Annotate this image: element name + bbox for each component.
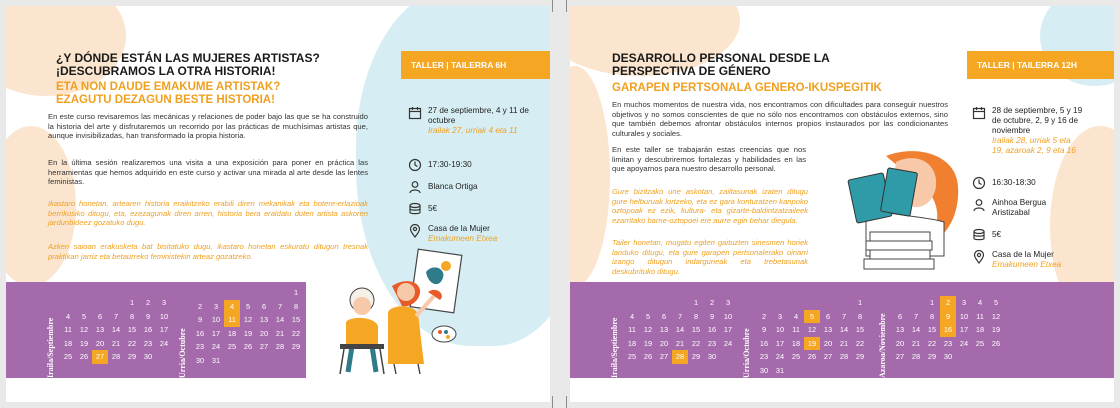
calendar-day: 27 bbox=[659, 352, 669, 361]
description-eu-1: Ikastaro honetan, artearen historia eraikitzeko erabili diren mekanikak eta botere-erlazioak berrikusiko ditugu, eta, ezezagunak diren arren, historia bera eraldatu duten artista askoren jardunbideez gozatuko dugu. bbox=[48, 199, 368, 228]
calendar-day: 26 bbox=[79, 352, 89, 361]
calendar-day: 10 bbox=[211, 315, 221, 324]
calendar-day: 4 bbox=[224, 300, 240, 314]
description-eu-2: Azken saioan erakusketa bat bisitatuko dugu, ikastaro honetan eskuratu ditugun tresnak praktikan jarriz eta betaurreko feministekin arteaz gozatzeko. bbox=[48, 242, 368, 261]
calendar-day: 2 bbox=[197, 301, 203, 311]
flyer-page-right bbox=[570, 6, 1114, 402]
calendar-day: 4 bbox=[65, 311, 71, 321]
calendar-day: 19 bbox=[79, 338, 89, 348]
calendar-day: 13 bbox=[259, 315, 269, 324]
calendar-empty-cell bbox=[720, 350, 736, 364]
description-eu-1: Gure bizitzako une askotan, zailtasunak izaten ditugu gure helburuak lortzeko, eta ez gara konturatzen kanpoko oztopoak ez ezik, kultura- eta gizarte-baldintzatzaileek ezarritako barne-oztopoei ere aurre egin behar diegula. bbox=[612, 187, 808, 225]
calendar-day: 30 bbox=[759, 365, 769, 375]
calendar-day: 5 bbox=[804, 310, 820, 324]
calendar-empty-cell bbox=[76, 296, 92, 310]
calendar-empty-cell bbox=[92, 296, 108, 310]
month-label: Urria/Octubre bbox=[742, 328, 751, 378]
calendar-day: 13 bbox=[823, 325, 833, 334]
calendar-day: 23 bbox=[195, 342, 205, 351]
calendar-day: 2 bbox=[145, 298, 151, 307]
month-september bbox=[610, 282, 733, 378]
calendar-day: 19 bbox=[991, 325, 1001, 334]
calendar-day: 13 bbox=[659, 325, 669, 334]
calendar-day: 18 bbox=[227, 328, 237, 338]
calendar-day: 2 bbox=[761, 311, 767, 321]
calendar-day: 21 bbox=[839, 338, 849, 348]
calendar-empty-cell bbox=[656, 296, 672, 310]
month-grid bbox=[192, 286, 304, 367]
dates-es: 27 de septiembre, 4 y 11 de octubre bbox=[428, 106, 529, 125]
crop-mark bbox=[566, 0, 567, 12]
calendar-day: 12 bbox=[807, 325, 817, 334]
description-es-1: En muchos momentos de nuestra vida, nos encontramos con dificultades para conseguir nuestros objetivos y no somos conscientes de que no sólo nos encontramos con obstáculos externos, sino que también debemos afrontar obstáculos internos propios instaurados por las condicionantes culturales y sociales. bbox=[612, 100, 948, 138]
month-label: Iraila/Septiembre bbox=[46, 317, 55, 378]
calendar-day: 8 bbox=[293, 301, 299, 311]
dates-es: 28 de septiembre, 5 y 19 de octubre, 2, 9 y 16 de noviembre bbox=[992, 106, 1083, 135]
calendar-day: 15 bbox=[691, 325, 701, 334]
calendar-empty-cell bbox=[988, 350, 1004, 364]
calendar-day: 25 bbox=[63, 352, 73, 361]
place-eu: Emakumeen Etxea bbox=[992, 260, 1062, 269]
calendar-day: 1 bbox=[293, 288, 299, 297]
calendar-day: 27 bbox=[259, 342, 269, 351]
calendar-day: 27 bbox=[895, 352, 905, 361]
calendar-day: 29 bbox=[927, 352, 937, 361]
calendar-day: 16 bbox=[707, 325, 717, 334]
calendar-day: 17 bbox=[159, 325, 169, 334]
calendar-day: 31 bbox=[211, 355, 221, 365]
calendar-day: 26 bbox=[807, 352, 817, 361]
calendar-empty-cell bbox=[892, 296, 908, 310]
course-title-es: DESARROLLO PERSONAL DESDE LA PERSPECTIVA DE GÉNERO bbox=[612, 51, 830, 78]
teacher: Ainhoa Bergua Aristizabal bbox=[992, 198, 1047, 217]
month-grid bbox=[756, 296, 868, 377]
calendar-day: 10 bbox=[159, 311, 169, 321]
calendar-day: 6 bbox=[261, 301, 267, 311]
calendar-day: 11 bbox=[64, 325, 72, 334]
calendar-day: 27 bbox=[823, 352, 833, 361]
calendar-day: 9 bbox=[940, 310, 956, 324]
decor-blob bbox=[570, 66, 610, 286]
calendar-day: 18 bbox=[791, 338, 801, 348]
calendar-day: 8 bbox=[857, 311, 863, 321]
calendar-day: 23 bbox=[943, 338, 953, 348]
calendar-day: 11 bbox=[628, 325, 636, 334]
calendar-day: 24 bbox=[775, 352, 785, 361]
calendar-day: 16 bbox=[940, 323, 956, 337]
calendar-day: 6 bbox=[825, 311, 831, 321]
calendar-day: 15 bbox=[127, 325, 137, 334]
info-panel bbox=[972, 106, 1112, 276]
calendar-empty-cell bbox=[640, 296, 656, 310]
month-grid bbox=[624, 296, 736, 364]
calendar-day: 3 bbox=[161, 298, 167, 307]
calendar-day: 11 bbox=[224, 313, 240, 327]
calendar-day: 21 bbox=[675, 338, 685, 348]
calendar-empty-cell bbox=[108, 296, 124, 310]
calendar-day: 29 bbox=[291, 342, 301, 351]
calendar-day: 8 bbox=[693, 311, 699, 321]
month-grid bbox=[892, 296, 1004, 364]
calendar-day: 6 bbox=[661, 311, 667, 321]
calendar-day: 15 bbox=[855, 325, 865, 334]
calendar-day: 14 bbox=[911, 325, 921, 334]
month-label: Azaroa/Noviembre bbox=[878, 313, 887, 378]
calendar-empty-cell bbox=[836, 296, 852, 310]
calendar-day: 12 bbox=[243, 315, 253, 324]
calendar-day: 24 bbox=[959, 338, 969, 348]
calendar-day: 22 bbox=[127, 338, 137, 348]
calendar-day: 21 bbox=[275, 328, 285, 338]
flyer-page-left bbox=[6, 6, 550, 402]
calendar-day: 29 bbox=[691, 352, 701, 361]
location-pin-icon bbox=[408, 224, 422, 238]
calendar-day: 11 bbox=[792, 325, 800, 334]
crop-mark bbox=[566, 396, 567, 408]
calendar-day: 30 bbox=[143, 352, 153, 361]
calendar-day: 6 bbox=[97, 311, 103, 321]
course-title-eu: ETA NON DAUDE EMAKUME ARTISTAK? EZAGUTU DEZAGUN BESTE HISTORIA! bbox=[56, 81, 281, 106]
calendar-day: 1 bbox=[857, 298, 863, 307]
calendar-day: 22 bbox=[691, 338, 701, 348]
calendar-day: 9 bbox=[197, 315, 203, 324]
calendar-icon bbox=[408, 106, 422, 120]
calendar-day: 5 bbox=[245, 301, 251, 311]
workshop-tag: TALLER | TAILERRA 6H bbox=[401, 51, 550, 79]
calendar-empty-cell bbox=[256, 286, 272, 300]
calendar-day: 19 bbox=[243, 328, 253, 338]
calendar-day: 15 bbox=[927, 325, 937, 334]
calendar-empty-cell bbox=[788, 296, 804, 310]
calendar-day: 17 bbox=[211, 328, 221, 338]
calendar-empty-cell bbox=[804, 296, 820, 310]
calendar-day: 12 bbox=[79, 325, 89, 334]
info-panel bbox=[408, 106, 548, 256]
calendar-day: 18 bbox=[63, 338, 73, 348]
calendar-day: 25 bbox=[975, 338, 985, 348]
calendar-day: 16 bbox=[759, 338, 769, 348]
calendar-day: 1 bbox=[129, 298, 135, 307]
calendar-day: 23 bbox=[759, 352, 769, 361]
calendar-day: 29 bbox=[127, 352, 137, 361]
month-september bbox=[46, 282, 169, 378]
calendar-day: 3 bbox=[777, 311, 783, 321]
calendar-day: 14 bbox=[839, 325, 849, 334]
calendar-day: 7 bbox=[677, 311, 683, 321]
calendar-day: 17 bbox=[959, 325, 969, 334]
calendar-day: 28 bbox=[911, 352, 921, 361]
painting-women-illustration bbox=[322, 246, 472, 376]
calendar-day: 4 bbox=[793, 311, 799, 321]
calendar-day: 9 bbox=[709, 311, 715, 321]
month-label: Iraila/Septiembre bbox=[610, 317, 619, 378]
calendar-day: 18 bbox=[627, 338, 637, 348]
calendar-empty-cell bbox=[60, 296, 76, 310]
month-november bbox=[878, 282, 1008, 378]
calendar-empty-cell bbox=[624, 296, 640, 310]
calendar-day: 31 bbox=[775, 365, 785, 375]
calendar-day: 16 bbox=[195, 328, 205, 338]
calendar-day: 3 bbox=[961, 298, 967, 307]
calendar-icon bbox=[972, 106, 986, 120]
calendar-day: 4 bbox=[629, 311, 635, 321]
calendar-day: 26 bbox=[643, 352, 653, 361]
calendar-day: 13 bbox=[95, 325, 105, 334]
calendar-empty-cell bbox=[956, 350, 972, 364]
calendar-day: 17 bbox=[723, 325, 733, 334]
calendar-empty-cell bbox=[756, 296, 772, 310]
calendar-day: 6 bbox=[897, 311, 903, 321]
calendar-day: 23 bbox=[143, 338, 153, 348]
calendar-day: 2 bbox=[940, 296, 956, 310]
description-es-2: En este taller se trabajarán estas creencias que nos limitan y descubriremos fortalezas y habilidades en las que apoyarnos para nuestro desarrollo personal. bbox=[612, 145, 806, 174]
calendar-day: 7 bbox=[277, 301, 283, 311]
calendar-empty-cell bbox=[908, 296, 924, 310]
calendar-day: 18 bbox=[975, 325, 985, 334]
calendar-day: 19 bbox=[804, 337, 820, 351]
calendar-day: 9 bbox=[145, 311, 151, 321]
calendar-day: 8 bbox=[129, 311, 135, 321]
calendar-day: 19 bbox=[643, 338, 653, 348]
calendar-empty-cell bbox=[224, 286, 240, 300]
calendar-empty-cell bbox=[972, 350, 988, 364]
time: 17:30-19:30 bbox=[428, 160, 472, 169]
calendar-day: 22 bbox=[927, 338, 937, 348]
calendar-empty-cell bbox=[192, 286, 208, 300]
calendar-day: 24 bbox=[211, 342, 221, 351]
crop-mark bbox=[552, 396, 553, 408]
calendar-empty-cell bbox=[772, 296, 788, 310]
description-es-2: En la última sesión realizaremos una visita a una exposición para poner en práctica las herramientas que hemos adquirido en este curso y activar una mirada al arte desde las lentes feministas. bbox=[48, 158, 368, 187]
calendar-day: 25 bbox=[791, 352, 801, 361]
calendar-day: 26 bbox=[243, 342, 253, 351]
calendar-day: 10 bbox=[723, 311, 733, 321]
calendar-day: 25 bbox=[627, 352, 637, 361]
clock-icon bbox=[408, 158, 422, 172]
calendar-day: 22 bbox=[855, 338, 865, 348]
calendar-day: 20 bbox=[259, 328, 269, 338]
calendar-day: 21 bbox=[911, 338, 921, 348]
calendar-day: 15 bbox=[291, 315, 301, 324]
description-es-1: En este curso revisaremos las mecánicas y relaciones de poder bajo las que se ha construido la historia del arte y disfrutaremos un recorrido por las prácticas de muchísimas artistas que, aunque invisibilizadas, han transformado la propia historia. bbox=[48, 112, 368, 141]
month-label: Urria/Octubre bbox=[178, 328, 187, 378]
calendar-empty-cell bbox=[156, 350, 172, 364]
calendar-empty-cell bbox=[272, 286, 288, 300]
calendar-day: 1 bbox=[693, 298, 699, 307]
month-october bbox=[742, 282, 872, 378]
calendar-day: 28 bbox=[275, 342, 285, 351]
calendar-day: 24 bbox=[159, 338, 169, 348]
calendar-day: 7 bbox=[913, 311, 919, 321]
calendar-day: 30 bbox=[195, 355, 205, 365]
calendar-day: 13 bbox=[895, 325, 905, 334]
course-title-es: ¿Y DÓNDE ESTÁN LAS MUJERES ARTISTAS? ¡DESCUBRAMOS LA OTRA HISTORIA! bbox=[56, 51, 320, 78]
calendar-empty-cell bbox=[672, 296, 688, 310]
calendar-day: 30 bbox=[707, 352, 717, 361]
calendar-day: 5 bbox=[81, 311, 87, 321]
calendar-day: 5 bbox=[993, 298, 999, 307]
calendar-day: 5 bbox=[645, 311, 651, 321]
calendar-day: 24 bbox=[723, 338, 733, 348]
calendar-day: 8 bbox=[929, 311, 935, 321]
calendar-day: 27 bbox=[92, 350, 108, 364]
calendar-day: 10 bbox=[775, 325, 785, 334]
calendar-empty-cell bbox=[820, 296, 836, 310]
time: 16:30-18:30 bbox=[992, 178, 1036, 187]
calendar-day: 14 bbox=[675, 325, 685, 334]
calendar-day: 23 bbox=[707, 338, 717, 348]
coins-icon bbox=[408, 202, 422, 216]
calendar-day: 20 bbox=[95, 338, 105, 348]
month-october bbox=[178, 282, 308, 378]
calendar-day: 4 bbox=[977, 298, 983, 307]
calendar-day: 28 bbox=[839, 352, 849, 361]
place-es: Casa de la Mujer bbox=[428, 224, 490, 233]
calendar-day: 11 bbox=[976, 311, 984, 321]
person-icon bbox=[408, 180, 422, 194]
calendar-day: 21 bbox=[111, 338, 121, 348]
calendar-day: 9 bbox=[761, 325, 767, 334]
calendar-day: 29 bbox=[855, 352, 865, 361]
crop-mark bbox=[552, 0, 553, 12]
description-eu-2: Tailer honetan, mugatu egiten gaituzten sinesmen horiek landuko ditugu, eta gure garapen pertsonalerako oinarri izango ditugun indarguneak eta trebetasunak deskubrituko ditugu. bbox=[612, 238, 808, 276]
calendar-day: 30 bbox=[943, 352, 953, 361]
teacher: Blanca Ortiga bbox=[428, 182, 478, 191]
workshop-tag: TALLER | TAILERRA 12H bbox=[967, 51, 1114, 79]
dates-eu: Irailak 27, urriak 4 eta 11 bbox=[428, 126, 518, 135]
calendar-day: 12 bbox=[991, 311, 1001, 321]
calendar-day: 10 bbox=[959, 311, 969, 321]
calendar-day: 25 bbox=[227, 342, 237, 351]
calendar-day: 3 bbox=[725, 298, 731, 307]
price: 5€ bbox=[992, 230, 1002, 239]
calendar-empty-cell bbox=[208, 286, 224, 300]
calendar-day: 2 bbox=[709, 298, 715, 307]
place-eu: Emakumeen Etxea bbox=[428, 234, 498, 243]
calendar-day: 3 bbox=[213, 301, 219, 311]
calendar-day: 28 bbox=[111, 352, 121, 361]
month-grid bbox=[60, 296, 172, 364]
calendar-day: 28 bbox=[672, 350, 688, 364]
calendar-day: 14 bbox=[111, 325, 121, 334]
calendar-day: 7 bbox=[113, 311, 119, 321]
calendar-day: 17 bbox=[775, 338, 785, 348]
calendar-day: 22 bbox=[291, 328, 301, 338]
dates-eu: Irailak 28, urriak 5 eta 19, azaroak 2, 9 eta 16 bbox=[992, 136, 1076, 155]
calendar-day: 1 bbox=[929, 298, 935, 307]
calendar-day: 7 bbox=[841, 311, 847, 321]
calendar-day: 20 bbox=[823, 338, 833, 348]
course-title-eu: GARAPEN PERTSONALA GENERO-IKUSPEGITIK bbox=[612, 82, 882, 94]
price: 5€ bbox=[428, 204, 438, 213]
calendar-day: 26 bbox=[991, 338, 1001, 348]
calendar-day: 20 bbox=[659, 338, 669, 348]
calendar-day: 16 bbox=[143, 325, 153, 334]
calendar-day: 20 bbox=[895, 338, 905, 348]
place-es: Casa de la Mujer bbox=[992, 250, 1054, 259]
calendar-empty-cell bbox=[240, 286, 256, 300]
calendar-day: 14 bbox=[275, 315, 285, 324]
calendar-day: 12 bbox=[643, 325, 653, 334]
reading-woman-illustration bbox=[826, 146, 976, 276]
